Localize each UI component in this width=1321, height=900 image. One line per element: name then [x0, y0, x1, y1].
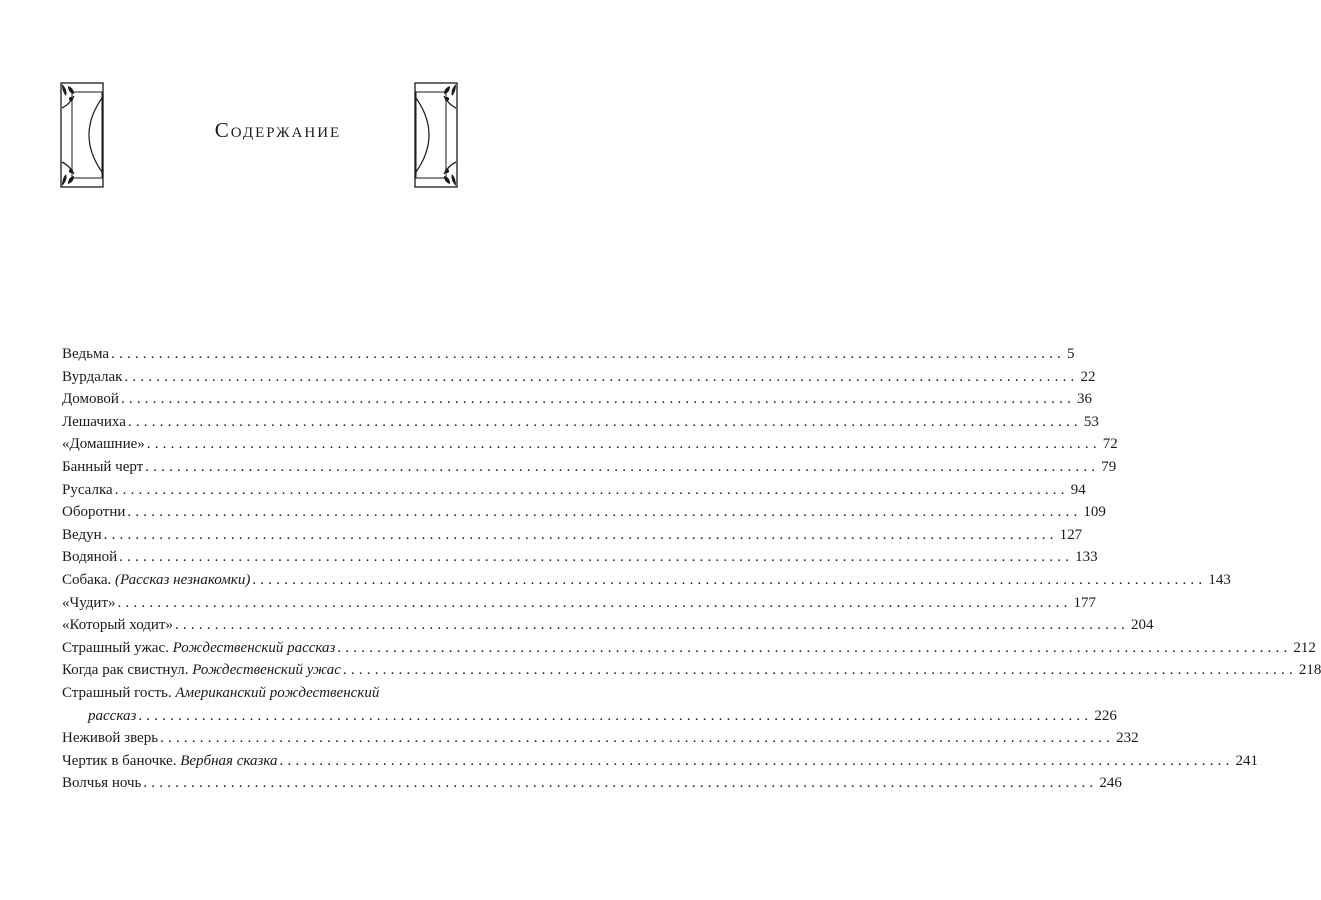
toc-entry	[62, 388, 1092, 411]
toc-entry	[62, 592, 1097, 615]
leader-dots: ........................................................................................................................	[119, 549, 1074, 566]
toc-title: Ведун	[62, 526, 102, 543]
toc-page-number: 22	[1080, 368, 1096, 385]
leader-dots: ........................................................................................................................	[145, 458, 1100, 475]
toc-page-number: 94	[1070, 481, 1086, 498]
toc-subtitle: Американский рождественский	[175, 684, 380, 701]
toc-entry-continuation	[62, 705, 1117, 728]
toc-title: Волчья ночь	[62, 775, 142, 792]
toc-page-number: 226	[1094, 707, 1117, 724]
toc-title: Чертик в баночке.	[62, 752, 177, 769]
toc-page-number: 127	[1059, 526, 1083, 543]
toc-entry	[62, 524, 1083, 547]
toc-page-number: 177	[1073, 594, 1097, 611]
toc-title: Лешачиха	[62, 413, 126, 430]
toc-page-number: 72	[1102, 436, 1118, 453]
leader-dots: ........................................................................................................................	[342, 662, 1297, 679]
toc-subtitle: Вербная сказка	[180, 752, 278, 769]
toc-title: Домовой	[62, 391, 119, 408]
leader-dots: ........................................................................................................................	[124, 368, 1079, 385]
toc-entry	[62, 546, 1098, 569]
toc-title: «Который ходит»	[62, 617, 173, 634]
toc-title: Банный черт	[62, 458, 144, 475]
toc-entry	[62, 501, 1106, 524]
leader-dots: ........................................................................................................................	[103, 526, 1058, 543]
toc-entry	[62, 637, 1316, 660]
toc-entry	[62, 772, 1122, 795]
toc-subtitle: Рождественский ужас	[192, 662, 341, 679]
toc-title: «Домашние»	[62, 436, 145, 453]
toc-entry	[62, 366, 1096, 389]
toc-title: Страшный ужас.	[62, 639, 169, 656]
toc-page-number: 241	[1235, 752, 1259, 769]
toc-page-number: 5	[1067, 346, 1075, 362]
toc-title: Страшный гость.	[62, 684, 172, 701]
toc-title: Когда рак свистнул.	[62, 662, 189, 679]
toc-title: Ведьма	[62, 346, 109, 362]
toc-entry	[62, 727, 1139, 750]
toc-page-number: 53	[1083, 413, 1099, 430]
toc-title: Собака.	[62, 571, 112, 588]
toc-entry	[62, 569, 1231, 592]
leader-dots: ........................................................................................................................	[117, 594, 1072, 611]
toc-page-number: 109	[1083, 504, 1106, 521]
leader-dots: ........................................................................................................................	[120, 391, 1075, 408]
leader-dots: ........................................................................................................................	[174, 617, 1129, 634]
toc-page-number: 232	[1116, 730, 1139, 747]
toc-entry	[62, 343, 1075, 366]
toc-subtitle: Рождественский рассказ	[172, 639, 336, 656]
leader-dots: ........................................................................................................................	[252, 571, 1207, 588]
toc-page-number: 218	[1298, 662, 1321, 679]
toc-entry	[62, 411, 1099, 434]
toc-entry	[62, 682, 460, 705]
toc-page-number: 212	[1293, 639, 1316, 656]
toc-title: Вурдалак	[62, 368, 123, 385]
table-of-contents	[62, 343, 1321, 795]
leader-dots: ........................................................................................................................	[146, 436, 1101, 453]
toc-page-number: 246	[1099, 775, 1122, 792]
toc-entry	[62, 659, 1321, 682]
toc-page-number: 204	[1130, 617, 1154, 634]
toc-page-number: 143	[1208, 571, 1231, 588]
toc-title: Оборотни	[62, 504, 126, 521]
toc-title: «Чудит»	[62, 594, 116, 611]
page-title: Содержание	[214, 118, 342, 142]
leader-dots: ........................................................................................................................	[114, 481, 1069, 498]
leader-dots: ........................................................................................................................	[337, 639, 1292, 656]
toc-title: Неживой зверь	[62, 730, 159, 747]
toc-page-number: 133	[1075, 549, 1098, 566]
leader-dots: ........................................................................................................................	[138, 707, 1093, 724]
toc-page-number: 36	[1076, 391, 1092, 408]
leader-dots: ........................................................................................................................	[127, 413, 1082, 430]
toc-entry	[62, 750, 1259, 773]
toc-title: Водяной	[62, 549, 118, 566]
toc-subtitle: рассказ	[88, 707, 137, 724]
toc-title: Русалка	[62, 481, 113, 498]
leader-dots: ........................................................................................................................	[160, 730, 1115, 747]
toc-entry	[62, 456, 1117, 479]
toc-entry	[62, 479, 1086, 502]
toc-subtitle: (Рассказ незнакомки)	[115, 571, 251, 588]
leader-dots: ........................................................................................................................	[143, 775, 1098, 792]
leader-dots: ........................................................................................................................	[279, 752, 1234, 769]
leader-dots: ........................................................................................................................	[111, 346, 1065, 362]
toc-entry	[62, 614, 1154, 637]
toc-page-number: 79	[1101, 458, 1117, 475]
toc-entry	[62, 433, 1118, 456]
leader-dots: ........................................................................................................................	[127, 504, 1082, 521]
